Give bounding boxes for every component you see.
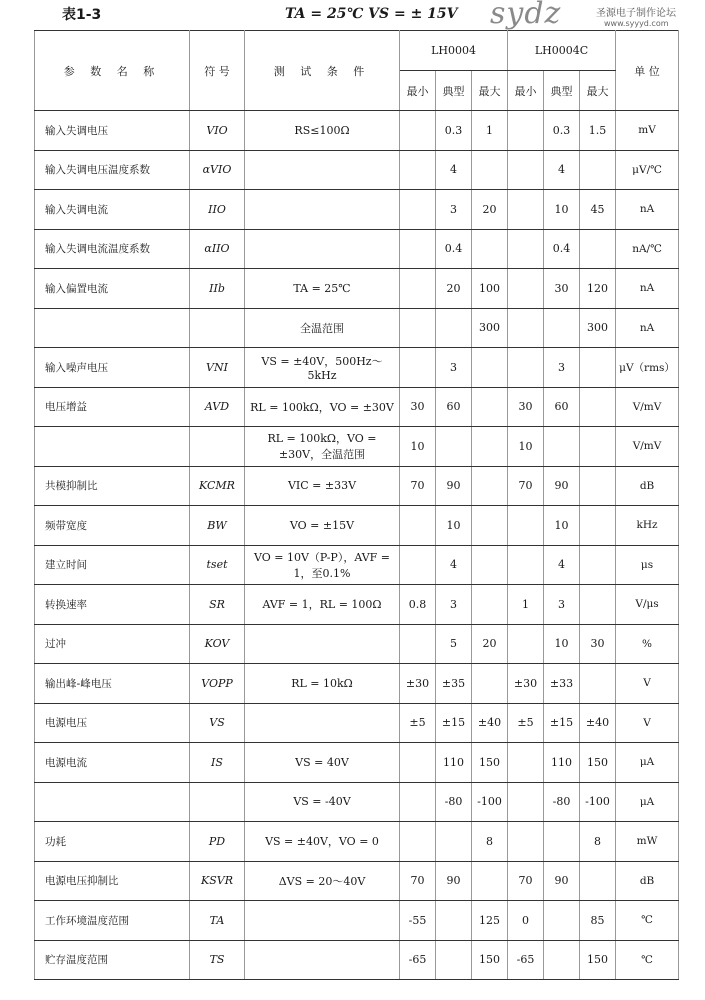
col-min1-header: 最小 [400,71,436,111]
table-row [35,427,679,467]
table-row [35,901,679,941]
cell-unit: nA/℃ [616,229,679,269]
table-row [35,229,679,269]
table-row [35,743,679,783]
cell-condition: RL = 10kΩ [245,664,400,704]
cell-typ-lh0004: ±15 [436,703,472,743]
cell-unit: % [616,624,679,664]
cell-min-lh0004 [400,624,436,664]
cell-min-lh0004 [400,743,436,783]
cell-param: 输入偏置电流 [35,269,190,309]
cell-min-lh0004: ±30 [400,664,436,704]
test-conditions: TA = 25℃ VS = ± 15V [285,6,458,22]
cell-max-lh0004c: 120 [580,269,616,309]
cell-symbol: SR [190,585,245,625]
cell-unit: μA [616,743,679,783]
table-row [35,782,679,822]
cell-max-lh0004c: 8 [580,822,616,862]
cell-unit: μV（rms） [616,348,679,388]
cell-symbol: AVD [190,387,245,427]
table-row [35,111,679,151]
cell-max-lh0004 [472,861,508,901]
cell-max-lh0004 [472,664,508,704]
cell-typ-lh0004c: 3 [544,348,580,388]
cell-min-lh0004c [508,506,544,546]
cell-typ-lh0004c [544,308,580,348]
cell-unit: μA [616,782,679,822]
cell-typ-lh0004c: ±33 [544,664,580,704]
table-number: 表1-3 [62,7,102,23]
cell-unit: nA [616,190,679,230]
cell-condition [245,940,400,980]
cell-min-lh0004c [508,190,544,230]
cell-min-lh0004c [508,782,544,822]
cell-symbol [190,782,245,822]
cell-condition: VS = ±40V，VO = 0 [245,822,400,862]
cell-max-lh0004c [580,506,616,546]
cell-symbol: IIb [190,269,245,309]
cell-typ-lh0004c: 90 [544,861,580,901]
cell-symbol [190,427,245,467]
cell-condition [245,624,400,664]
cell-typ-lh0004 [436,427,472,467]
cell-min-lh0004c: 70 [508,466,544,506]
cell-typ-lh0004c [544,427,580,467]
cell-unit: μV/℃ [616,150,679,190]
cell-min-lh0004c: 1 [508,585,544,625]
cell-param: 工作环境温度范围 [35,901,190,941]
cell-max-lh0004c [580,545,616,585]
table-row [35,624,679,664]
cell-typ-lh0004: 4 [436,150,472,190]
cell-max-lh0004: 125 [472,901,508,941]
cell-typ-lh0004c: 90 [544,466,580,506]
watermark-logo: sydz [490,0,562,31]
cell-param [35,308,190,348]
cell-typ-lh0004: 0.3 [436,111,472,151]
table-body [35,111,679,980]
cell-min-lh0004: 0.8 [400,585,436,625]
cell-typ-lh0004 [436,940,472,980]
cell-min-lh0004c [508,269,544,309]
cell-unit: V/mV [616,427,679,467]
cell-typ-lh0004: 60 [436,387,472,427]
table-row [35,190,679,230]
table-row [35,387,679,427]
cell-symbol: TS [190,940,245,980]
col-typ1-header: 典型 [436,71,472,111]
cell-min-lh0004c [508,545,544,585]
cell-max-lh0004c: 85 [580,901,616,941]
cell-min-lh0004c [508,111,544,151]
cell-condition [245,901,400,941]
cell-unit: V/mV [616,387,679,427]
cell-param [35,427,190,467]
cell-typ-lh0004: 3 [436,348,472,388]
cell-min-lh0004 [400,308,436,348]
cell-max-lh0004: 150 [472,940,508,980]
cell-param: 输入失调电流温度系数 [35,229,190,269]
cell-param: 过冲 [35,624,190,664]
cell-unit: V [616,664,679,704]
cell-unit: dB [616,466,679,506]
col-symbol-header: 符 号 [190,31,245,111]
cell-typ-lh0004c: ±15 [544,703,580,743]
table-row [35,861,679,901]
cell-typ-lh0004c: 4 [544,545,580,585]
cell-max-lh0004c: 150 [580,743,616,783]
cell-typ-lh0004: 110 [436,743,472,783]
cell-min-lh0004c: 70 [508,861,544,901]
cell-typ-lh0004c: 30 [544,269,580,309]
cell-min-lh0004: -65 [400,940,436,980]
cell-condition [245,150,400,190]
col-unit-header: 单 位 [616,31,679,111]
cell-condition: VO = 10V（P-P），AVF = 1，至0.1% [245,545,400,585]
cell-typ-lh0004: ±35 [436,664,472,704]
cell-min-lh0004 [400,190,436,230]
cell-max-lh0004c [580,348,616,388]
cell-max-lh0004: 8 [472,822,508,862]
cell-max-lh0004: -100 [472,782,508,822]
cell-max-lh0004c [580,585,616,625]
cell-param: 电源电压 [35,703,190,743]
table-row [35,506,679,546]
cell-typ-lh0004: 90 [436,861,472,901]
cell-typ-lh0004c: 3 [544,585,580,625]
cell-min-lh0004 [400,782,436,822]
cell-min-lh0004c [508,229,544,269]
cell-param: 频带宽度 [35,506,190,546]
cell-max-lh0004 [472,150,508,190]
cell-min-lh0004c [508,743,544,783]
cell-min-lh0004c: 10 [508,427,544,467]
cell-min-lh0004 [400,111,436,151]
cell-max-lh0004 [472,585,508,625]
cell-param: 输入失调电流 [35,190,190,230]
cell-min-lh0004c: 0 [508,901,544,941]
col-max1-header: 最大 [472,71,508,111]
table-row [35,269,679,309]
cell-max-lh0004c [580,664,616,704]
cell-max-lh0004 [472,427,508,467]
cell-unit: dB [616,861,679,901]
cell-condition [245,229,400,269]
cell-max-lh0004c [580,861,616,901]
cell-symbol: VNI [190,348,245,388]
cell-unit: ℃ [616,940,679,980]
cell-min-lh0004c [508,822,544,862]
table-row [35,940,679,980]
cell-unit: kHz [616,506,679,546]
spec-table [34,30,679,980]
cell-typ-lh0004c [544,940,580,980]
cell-max-lh0004c: 1.5 [580,111,616,151]
cell-typ-lh0004c [544,822,580,862]
cell-min-lh0004c: ±5 [508,703,544,743]
cell-symbol: TA [190,901,245,941]
cell-min-lh0004c: -65 [508,940,544,980]
cell-symbol: IS [190,743,245,783]
table-row [35,664,679,704]
cell-max-lh0004: 150 [472,743,508,783]
cell-unit: nA [616,308,679,348]
table-row [35,466,679,506]
cell-max-lh0004: 20 [472,190,508,230]
cell-max-lh0004c: ±40 [580,703,616,743]
cell-typ-lh0004c: -80 [544,782,580,822]
cell-max-lh0004c [580,229,616,269]
col-group1-header: LH0004 [400,31,508,71]
cell-max-lh0004c: 30 [580,624,616,664]
cell-max-lh0004c [580,387,616,427]
cell-param: 建立时间 [35,545,190,585]
cell-min-lh0004 [400,269,436,309]
cell-param: 输入失调电压温度系数 [35,150,190,190]
cell-max-lh0004c [580,150,616,190]
cell-max-lh0004 [472,348,508,388]
cell-typ-lh0004: 4 [436,545,472,585]
cell-typ-lh0004c: 10 [544,190,580,230]
col-param-header: 参 数 名 称 [35,31,190,111]
cell-typ-lh0004c: 0.4 [544,229,580,269]
cell-min-lh0004: -55 [400,901,436,941]
cell-typ-lh0004 [436,822,472,862]
cell-param: 输出峰-峰电压 [35,664,190,704]
cell-max-lh0004: 300 [472,308,508,348]
cell-min-lh0004 [400,150,436,190]
cell-max-lh0004: 20 [472,624,508,664]
cell-symbol: IIO [190,190,245,230]
cell-symbol: tset [190,545,245,585]
cell-unit: mV [616,111,679,151]
cell-min-lh0004: 70 [400,466,436,506]
cell-symbol: αIIO [190,229,245,269]
cell-param [35,782,190,822]
cell-typ-lh0004 [436,901,472,941]
cell-symbol: VS [190,703,245,743]
cell-symbol: VOPP [190,664,245,704]
cell-max-lh0004: 1 [472,111,508,151]
cell-condition: VO = ±15V [245,506,400,546]
cell-param: 共模抑制比 [35,466,190,506]
cell-min-lh0004c [508,308,544,348]
cell-condition [245,190,400,230]
cell-min-lh0004: ±5 [400,703,436,743]
cell-typ-lh0004c: 4 [544,150,580,190]
cell-min-lh0004: 10 [400,427,436,467]
cell-max-lh0004c [580,466,616,506]
cell-condition: TA = 25℃ [245,269,400,309]
cell-typ-lh0004: 3 [436,585,472,625]
watermark [484,0,705,32]
cell-max-lh0004 [472,387,508,427]
cell-typ-lh0004: 20 [436,269,472,309]
table-row [35,822,679,862]
table-row [35,308,679,348]
cell-param: 贮存温度范围 [35,940,190,980]
cell-min-lh0004 [400,229,436,269]
cell-max-lh0004 [472,506,508,546]
cell-min-lh0004: 70 [400,861,436,901]
cell-param: 电源电压抑制比 [35,861,190,901]
cell-min-lh0004c [508,624,544,664]
cell-min-lh0004c: ±30 [508,664,544,704]
cell-typ-lh0004c: 60 [544,387,580,427]
table-row [35,150,679,190]
cell-max-lh0004c [580,427,616,467]
cell-max-lh0004c: 150 [580,940,616,980]
cell-typ-lh0004: 90 [436,466,472,506]
table-row [35,585,679,625]
cell-condition: VS = ±40V，500Hz～5kHz [245,348,400,388]
cell-unit: V/μs [616,585,679,625]
cell-max-lh0004 [472,229,508,269]
cell-condition: ΔVS = 20～40V [245,861,400,901]
title-row [0,0,705,31]
cell-condition: VS = 40V [245,743,400,783]
table-row [35,348,679,388]
cell-unit: mW [616,822,679,862]
col-group2-header: LH0004C [508,31,616,71]
cell-max-lh0004: 100 [472,269,508,309]
cell-condition: AVF = 1，RL = 100Ω [245,585,400,625]
cell-param: 输入噪声电压 [35,348,190,388]
cell-max-lh0004c: 300 [580,308,616,348]
cell-condition: VS = -40V [245,782,400,822]
cell-symbol: PD [190,822,245,862]
cell-max-lh0004 [472,466,508,506]
cell-condition: RL = 100kΩ，VO = ±30V [245,387,400,427]
cell-min-lh0004c: 30 [508,387,544,427]
header-row-1 [35,31,679,71]
cell-min-lh0004 [400,545,436,585]
cell-max-lh0004 [472,545,508,585]
col-typ2-header: 典型 [544,71,580,111]
cell-min-lh0004: 30 [400,387,436,427]
cell-unit: ℃ [616,901,679,941]
cell-typ-lh0004 [436,308,472,348]
table-row [35,703,679,743]
cell-unit: μs [616,545,679,585]
cell-condition: 全温范围 [245,308,400,348]
cell-condition: VIC = ±33V [245,466,400,506]
cell-max-lh0004c: -100 [580,782,616,822]
cell-unit: nA [616,269,679,309]
cell-typ-lh0004c: 10 [544,624,580,664]
cell-symbol: BW [190,506,245,546]
cell-typ-lh0004: 3 [436,190,472,230]
cell-param: 电压增益 [35,387,190,427]
cell-min-lh0004 [400,506,436,546]
cell-typ-lh0004: 0.4 [436,229,472,269]
cell-max-lh0004: ±40 [472,703,508,743]
cell-condition [245,703,400,743]
cell-symbol: VIO [190,111,245,151]
cell-typ-lh0004: 10 [436,506,472,546]
cell-condition: RS≤100Ω [245,111,400,151]
cell-param: 输入失调电压 [35,111,190,151]
cell-condition: RL = 100kΩ，VO = ±30V，全温范围 [245,427,400,467]
cell-param: 功耗 [35,822,190,862]
cell-symbol: KSVR [190,861,245,901]
cell-max-lh0004c: 45 [580,190,616,230]
col-condition-header: 测 试 条 件 [245,31,400,111]
watermark-name: 圣源电子制作论坛 [596,8,676,19]
cell-min-lh0004c [508,348,544,388]
cell-symbol: αVIO [190,150,245,190]
cell-param: 转换速率 [35,585,190,625]
cell-min-lh0004 [400,348,436,388]
table-row [35,545,679,585]
watermark-url: www.syyyd.com [604,19,669,28]
cell-typ-lh0004c: 10 [544,506,580,546]
cell-typ-lh0004c: 0.3 [544,111,580,151]
cell-typ-lh0004: -80 [436,782,472,822]
cell-unit: V [616,703,679,743]
cell-typ-lh0004c [544,901,580,941]
col-min2-header: 最小 [508,71,544,111]
col-max2-header: 最大 [580,71,616,111]
cell-symbol: KCMR [190,466,245,506]
cell-symbol: KOV [190,624,245,664]
cell-param: 电源电流 [35,743,190,783]
cell-symbol [190,308,245,348]
cell-typ-lh0004: 5 [436,624,472,664]
cell-typ-lh0004c: 110 [544,743,580,783]
cell-min-lh0004c [508,150,544,190]
cell-min-lh0004 [400,822,436,862]
